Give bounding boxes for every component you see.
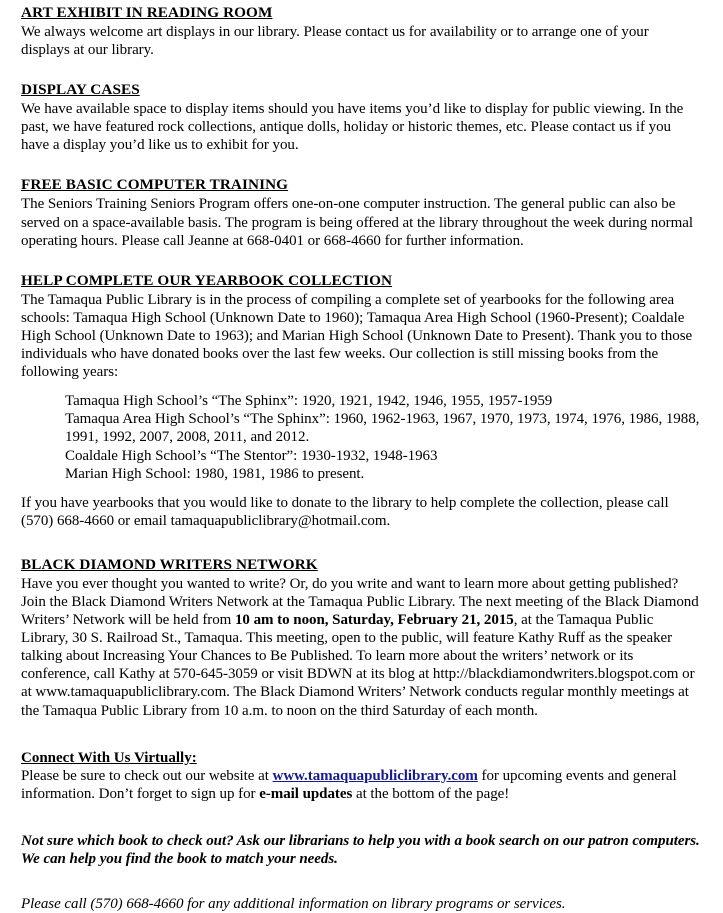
list-item: Tamaqua High School’s “The Sphinx”: 1920, 1921, 1942, 1946, 1955, 1957-1959 — [65, 393, 553, 410]
section-heading-art-exhibit: ART EXHIBIT IN READING ROOM — [21, 4, 273, 21]
yearbook-donation-paragraph: If you have yearbooks that you would like to donate to the library to help complete the collection, please call (570) 668-4660 or email tamaquapubliclibrary@hotmail.com. — [21, 494, 669, 529]
section-heading-yearbook-collection: HELP COMPLETE OUR YEARBOOK COLLECTION — [21, 271, 393, 289]
spacer — [21, 732, 701, 749]
contact-note: Please call (570) 668-4660 for any additional information on library programs or services. — [21, 895, 566, 912]
spacer — [21, 815, 701, 832]
section-paragraph-display-cases: We have available space to display items should you have items you’d like to display for public viewing. In the past, we have featured rock collections, antique dolls, holiday or historic themes, etc. Please contact us if you have a display you’d like us to exhibit for you. — [21, 101, 684, 154]
list-item: Tamaqua Area High School’s “The Sphinx”: 1960, 1962-1963, 1967, 1970, 1973, 1974, 1976, 1986, 1988, 1991, 1992, 2007, 2008, 2011, and 2012. — [65, 411, 700, 446]
section-book-search-note — [21, 832, 701, 869]
section-black-diamond — [21, 556, 701, 720]
connect-heading: Connect With Us Virtually: — [21, 749, 197, 766]
section-paragraph-black-diamond — [21, 575, 701, 720]
heading-wrap — [21, 176, 701, 195]
connect-text-end: at the bottom of the page! — [352, 785, 510, 802]
section-paragraph-art-exhibit: We always welcome art displays in our library. Please contact us for availability or to arrange one of your displays at our library. — [21, 24, 649, 59]
spacer — [21, 881, 701, 895]
connect-text-before-link: Please be sure to check out our website at — [21, 767, 273, 784]
connect-paragraph — [21, 767, 701, 803]
book-search-note: Not sure which book to check out? Ask our librarians to help you with a book search on our patron computers. We can help you find the book to match your needs. — [21, 832, 700, 868]
spacer — [21, 262, 701, 272]
heading-wrap — [21, 4, 701, 23]
section-heading-computer-training: FREE BASIC COMPUTER TRAINING — [21, 176, 289, 194]
list-item: Marian High School: 1980, 1981, 1986 to present. — [65, 465, 365, 482]
website-link[interactable]: www.tamaquapubliclibrary.com — [272, 767, 478, 784]
heading-wrap — [21, 272, 701, 291]
spacer — [21, 71, 701, 81]
connect-text-after-link: for upcoming events and general information. Don’t forget to sign up for — [21, 767, 677, 802]
list-item: Coaldale High School’s “The Stentor”: 1930-1932, 1948-1963 — [65, 447, 438, 464]
bdwn-text-part2: , at the Tamaqua Public Library, 30 S. Railroad St., Tamaqua. This meeting, open to the public, will feature Kathy Ruff as the speaker talking about Increasing Your Chances to Be Published. To learn more about the writers’ network or its conference, call Kathy at 570-645-3059 or visit BDWN at its blog at http://blackdiamondwriters.blogspot.com or at www.tamaquapubliclibrary.com. The Black Diamond Writers’ Network conducts regular monthly meetings at the Tamaqua Public Library from 10 a.m. to noon on the third Saturday of each month. — [21, 612, 695, 719]
section-connect-virtually — [21, 749, 701, 803]
section-contact-note — [21, 895, 701, 913]
bdwn-text-part1: Have you ever thought you wanted to write? Or, do you write and want to learn more about getting published? Join the Black Diamond Writers Network at the Tamaqua Public Library. The next meeting of the Black Diamond Writers’ Network will be held from — [21, 575, 699, 629]
section-paragraph-yearbook-collection: The Tamaqua Public Library is in the process of compiling a complete set of yearbooks for the following area schools: Tamaqua High School (Unknown Date to 1960); Tamaqua Area High School (1960-Present); Coaldale High School (Unknown Date to 1963); and Marian High School (Unknown Date to Present). Thank you to those individuals who have donated books over the last few weeks. Our collection is still missing books from the following years: — [21, 291, 693, 381]
section-paragraph-computer-training: The Seniors Training Seniors Program offers one-on-one computer instruction. The general public can also be served on a space-available basis. The program is being offered at the library throughout the week during normal operating hours. Please call Jeanne at 668-0401 or 668-4660 for further information. — [21, 196, 693, 249]
section-art-exhibit — [21, 4, 701, 59]
bdwn-meeting-time: 10 am to noon, Saturday, February 21, 2015 — [234, 612, 514, 629]
heading-wrap — [21, 749, 701, 767]
section-yearbook-collection — [21, 272, 701, 530]
yearbook-list — [21, 392, 701, 482]
section-display-cases — [21, 81, 701, 154]
section-heading-display-cases: DISPLAY CASES — [21, 81, 140, 99]
spacer — [21, 542, 701, 556]
spacer — [21, 166, 701, 176]
email-updates-bold: e-mail updates — [259, 785, 353, 802]
heading-wrap — [21, 556, 701, 575]
section-heading-black-diamond: BLACK DIAMOND WRITERS NETWORK — [21, 555, 318, 573]
heading-wrap — [21, 81, 701, 100]
section-computer-training — [21, 176, 701, 249]
